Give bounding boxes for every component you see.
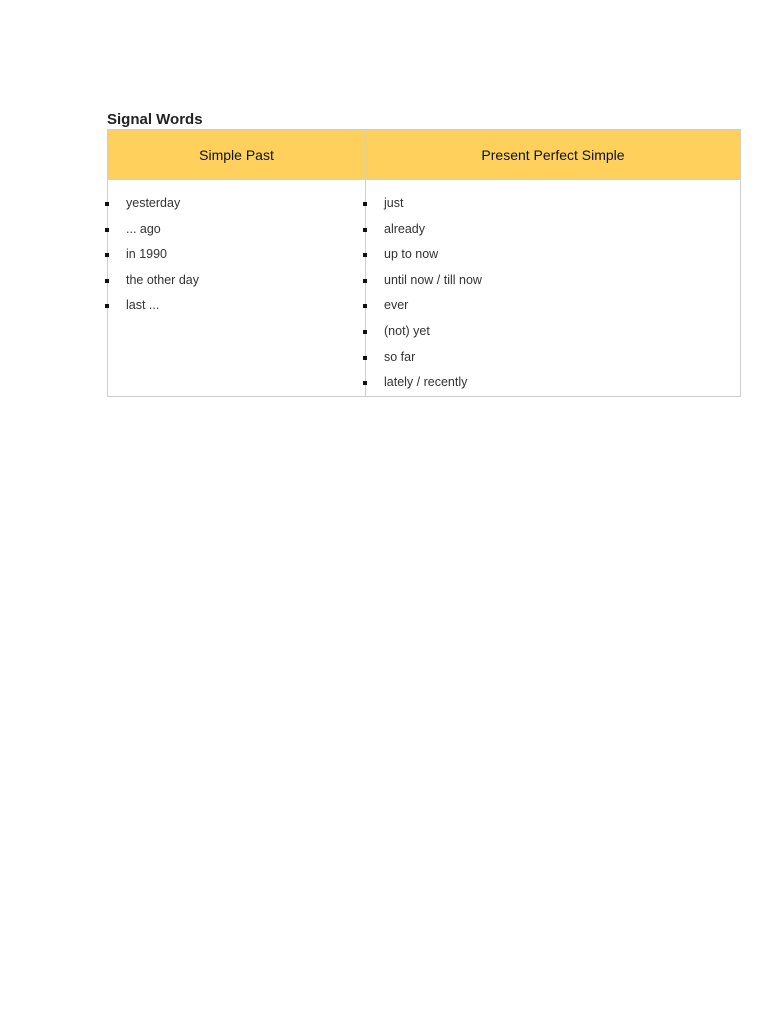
list-item	[108, 191, 365, 217]
list-item	[108, 293, 365, 319]
bullet-icon	[363, 228, 367, 232]
list-item	[366, 293, 740, 319]
bullet-icon	[105, 279, 109, 283]
list-item-label: last ...	[126, 298, 160, 313]
list-item	[366, 242, 740, 268]
list-item-label: just	[384, 196, 404, 210]
list-item-label: already	[384, 221, 425, 236]
list-item-label: until now / till now	[384, 272, 482, 287]
list-item-label: lately / recently	[384, 375, 468, 390]
list-item	[366, 268, 740, 294]
bullet-icon	[363, 202, 367, 206]
list-item	[366, 370, 740, 396]
simple-past-cell	[108, 180, 366, 397]
bullet-icon	[363, 279, 367, 283]
bullet-icon	[105, 304, 109, 308]
list-item-label: up to now	[384, 247, 439, 262]
list-item	[366, 345, 740, 371]
table-row	[108, 180, 741, 397]
bullet-icon	[363, 356, 367, 360]
bullet-icon	[105, 228, 109, 232]
list-item	[108, 268, 365, 294]
list-item-label: so far	[384, 349, 416, 364]
list-item-label: in 1990	[126, 247, 168, 262]
list-item	[108, 217, 365, 243]
list-item-label: (not) yet	[384, 323, 430, 338]
present-perfect-simple-cell	[366, 180, 741, 397]
bullet-icon	[363, 381, 367, 385]
bullet-icon	[105, 253, 109, 257]
bullet-icon	[363, 304, 367, 308]
list-item	[108, 242, 365, 268]
list-item-label: the other day	[126, 272, 199, 287]
page-title: Signal Words	[107, 111, 203, 128]
bullet-icon	[105, 202, 109, 206]
simple-past-list	[108, 180, 365, 319]
table-header-row	[108, 130, 741, 180]
list-item-label: yesterday	[126, 196, 181, 210]
list-item-label: ... ago	[126, 221, 161, 236]
list-item	[366, 217, 740, 243]
bullet-icon	[363, 330, 367, 334]
list-item	[366, 319, 740, 345]
signal-words-table	[107, 129, 741, 397]
column-header-simple-past: Simple Past	[108, 130, 366, 180]
list-item	[366, 191, 740, 217]
list-item-label: ever	[384, 298, 409, 313]
present-perfect-simple-list	[366, 180, 740, 396]
column-header-present-perfect-simple: Present Perfect Simple	[366, 130, 741, 180]
bullet-icon	[363, 253, 367, 257]
